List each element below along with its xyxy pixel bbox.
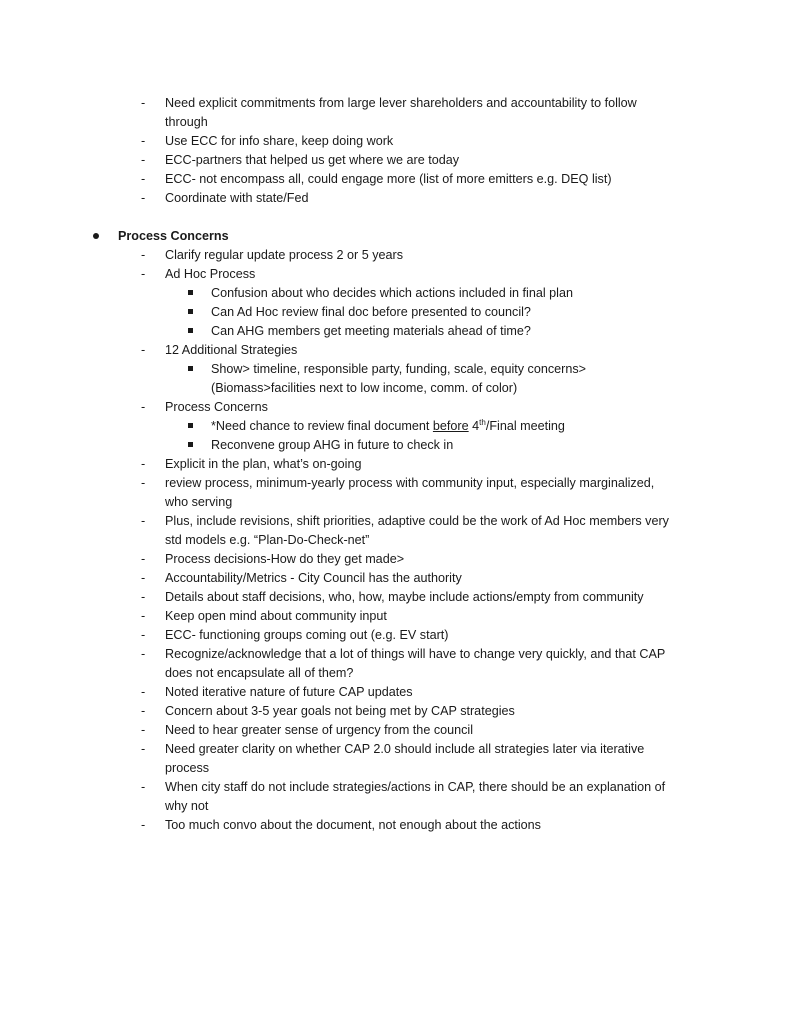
list-item-text-cont: through	[165, 115, 208, 129]
dash-marker: -	[141, 780, 146, 794]
dash-marker: -	[141, 609, 146, 623]
list-item-text: Noted iterative nature of future CAP updates	[165, 685, 413, 699]
list-item-text: Need explicit commitments from large lever shareholders and accountability to follow	[165, 96, 637, 110]
list-item-text-cont: does not encapsulate all of them?	[165, 666, 354, 680]
dash-marker: -	[141, 704, 146, 718]
list-item-text: Use ECC for info share, keep doing work	[165, 134, 394, 148]
dash-marker: -	[141, 96, 146, 110]
dash-marker: -	[141, 457, 146, 471]
dash-marker: -	[141, 191, 146, 205]
dash-marker: -	[141, 647, 146, 661]
list-item-text: Recognize/acknowledge that a lot of things will have to change very quickly, and that CAP	[165, 647, 666, 661]
list-item-text: 12 Additional Strategies	[165, 343, 298, 357]
dash-marker: -	[141, 343, 146, 357]
list-item-text: Need greater clarity on whether CAP 2.0 should include all strategies later via iterative	[165, 742, 645, 756]
list-item-text: Accountability/Metrics - City Council has the authority	[165, 571, 462, 585]
sub-item-text: Show> timeline, responsible party, funding, scale, equity concerns>	[211, 362, 586, 376]
bullet-square-icon	[188, 436, 196, 455]
sub-item-text-part: /Final meeting	[485, 419, 565, 433]
dash-marker: -	[141, 590, 146, 604]
dash-marker: -	[141, 476, 146, 490]
sub-item-text: Can Ad Hoc review final doc before presented to council?	[211, 305, 531, 319]
sub-item-text-part: *Need chance to review final document	[211, 419, 433, 433]
sub-item-text-cont: (Biomass>facilities next to low income, comm. of color)	[211, 381, 518, 395]
list-item-text: Keep open mind about community input	[165, 609, 387, 623]
bullet-square-icon	[188, 322, 196, 341]
sub-item-text	[211, 417, 565, 436]
list-item-text: Details about staff decisions, who, how, maybe include actions/empty from community	[165, 590, 644, 604]
list-item-text: Too much convo about the document, not enough about the actions	[165, 818, 541, 832]
bullet-square-icon	[188, 417, 196, 436]
list-item-text-cont: process	[165, 761, 210, 775]
dash-marker: -	[141, 514, 146, 528]
dash-marker: -	[141, 400, 146, 414]
dash-marker: -	[141, 571, 146, 585]
bullet-square-icon	[188, 360, 196, 379]
list-item-text-cont: std models e.g. “Plan-Do-Check-net”	[165, 533, 370, 547]
list-item-text: ECC- functioning groups coming out (e.g. EV start)	[165, 628, 449, 642]
sub-item-text: Can AHG members get meeting materials ahead of time?	[211, 324, 531, 338]
list-item-text-cont: why not	[165, 799, 209, 813]
dash-marker: -	[141, 723, 146, 737]
dash-marker: -	[141, 685, 146, 699]
bullet-dot-icon	[93, 227, 103, 246]
dash-marker: -	[141, 267, 146, 281]
list-item-text-cont: who serving	[165, 495, 233, 509]
dash-marker: -	[141, 172, 146, 186]
ordinal-suffix: th	[479, 418, 486, 427]
dash-marker: -	[141, 818, 146, 832]
list-item-text: Process decisions-How do they get made>	[165, 552, 405, 566]
list-item-text: ECC- not encompass all, could engage more (list of more emitters e.g. DEQ list)	[165, 172, 612, 186]
sub-item-text: Confusion about who decides which actions included in final plan	[211, 286, 573, 300]
dash-marker: -	[141, 134, 146, 148]
list-item-text: When city staff do not include strategies/actions in CAP, there should be an explanation of	[165, 780, 666, 794]
bullet-square-icon	[188, 303, 196, 322]
list-item-text: review process, minimum-yearly process with community input, especially marginalized,	[165, 476, 655, 490]
list-item-text: Plus, include revisions, shift priorities, adaptive could be the work of Ad Hoc members very	[165, 514, 669, 528]
sub-item-text: Reconvene group AHG in future to check in	[211, 438, 454, 452]
ordinal-number: 4	[472, 419, 480, 433]
list-item-text: Explicit in the plan, what’s on-going	[165, 457, 362, 471]
list-item-text: Ad Hoc Process	[165, 267, 256, 281]
bullet-square-icon	[188, 284, 196, 303]
dash-marker: -	[141, 742, 146, 756]
list-item-text: Coordinate with state/Fed	[165, 191, 309, 205]
dash-marker: -	[141, 153, 146, 167]
list-item-text: Clarify regular update process 2 or 5 years	[165, 248, 403, 262]
list-item-text: Process Concerns	[165, 400, 268, 414]
list-item-text: Need to hear greater sense of urgency from the council	[165, 723, 474, 737]
dash-marker: -	[141, 628, 146, 642]
dash-marker: -	[141, 552, 146, 566]
section-heading: Process Concerns	[118, 229, 229, 243]
list-item-text: Concern about 3-5 year goals not being met by CAP strategies	[165, 704, 515, 718]
underlined-word: before	[432, 419, 469, 433]
dash-marker: -	[141, 248, 146, 262]
list-item-text: ECC-partners that helped us get where we are today	[165, 153, 460, 167]
